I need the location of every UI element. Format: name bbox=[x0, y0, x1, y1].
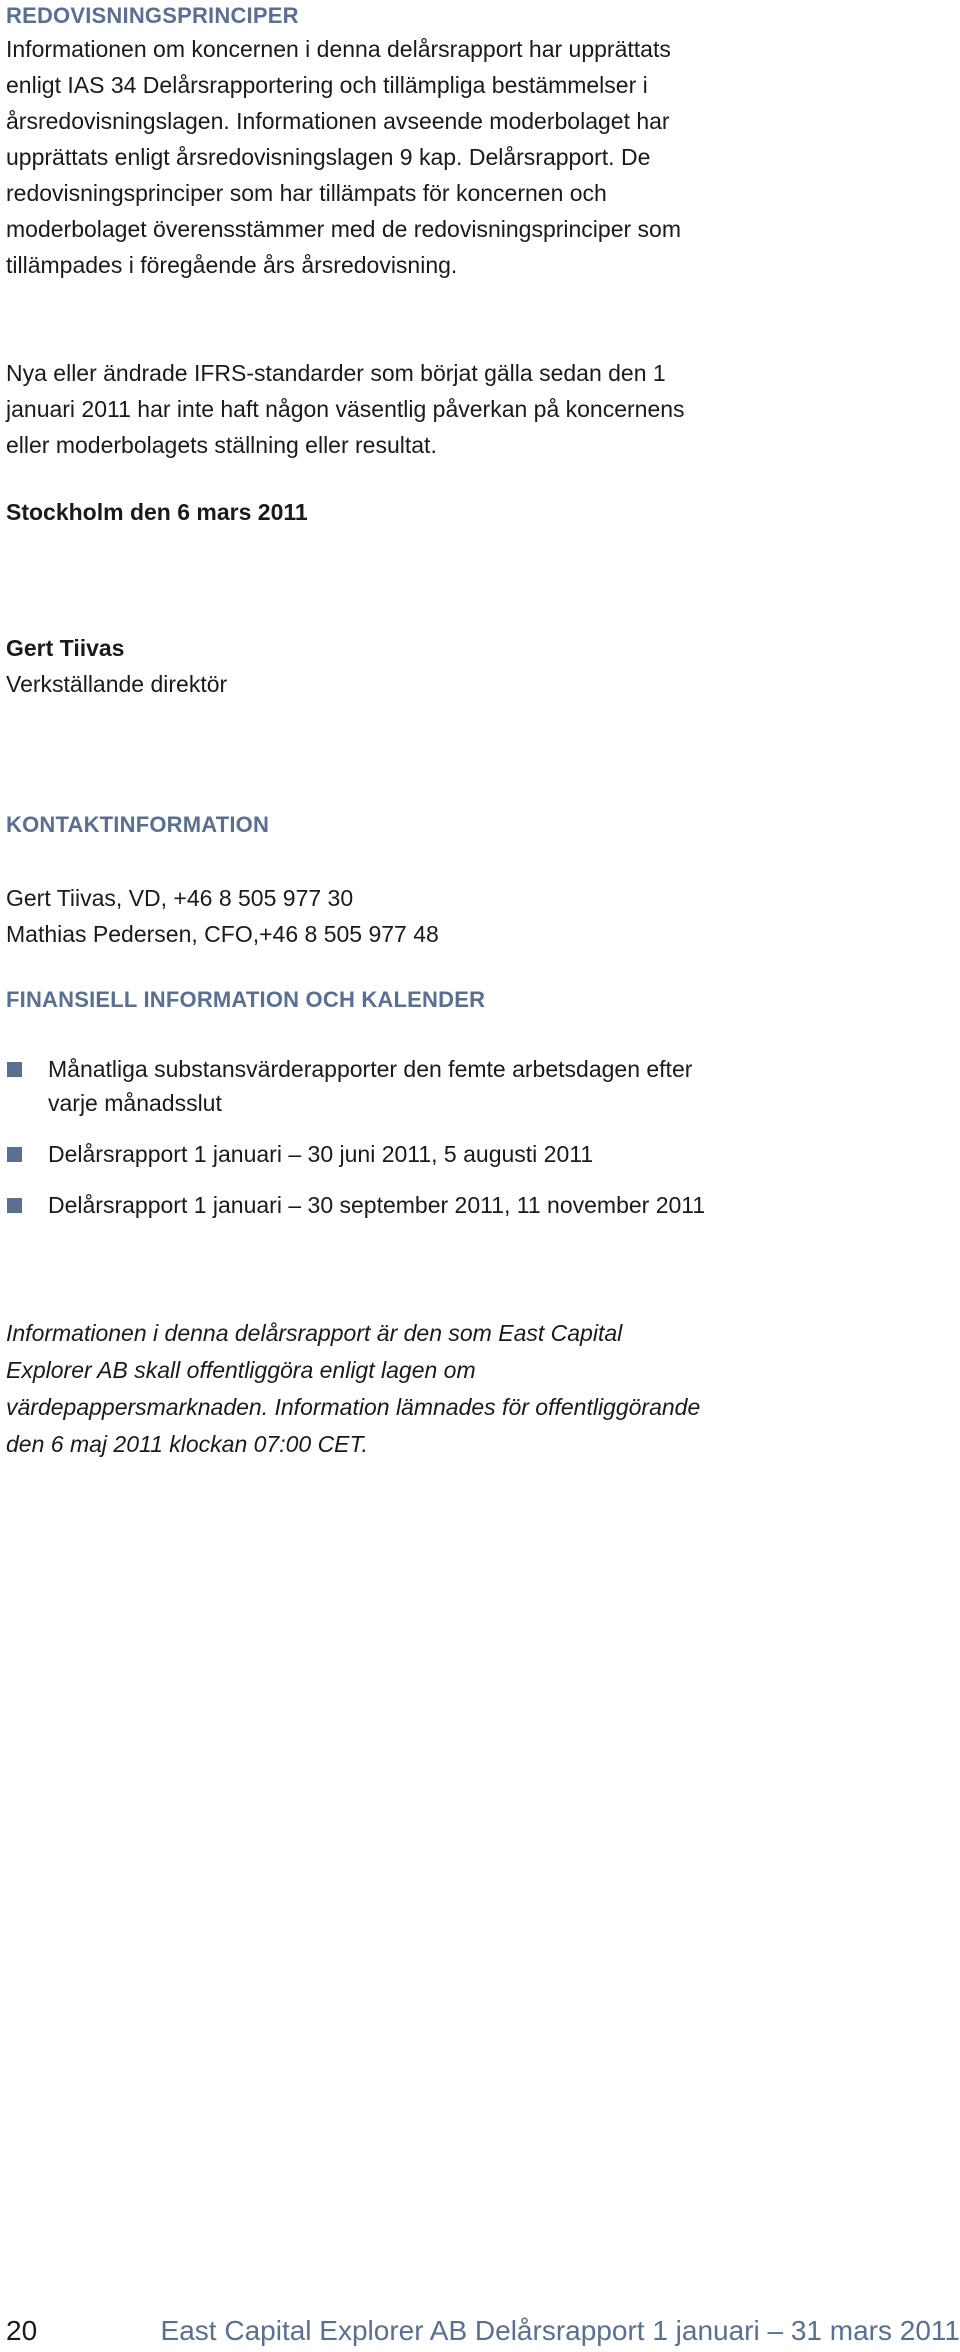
square-bullet-icon bbox=[7, 1147, 22, 1162]
contact-list bbox=[6, 880, 439, 952]
disclosure-note: Informationen i denna delårsrapport är den som East Capital Explorer AB skall offentliggöra enligt lagen om värdepappersmarknaden. Information lämnades för offentliggörande den 6 maj 2011 klockan 07:00 CET. bbox=[6, 1320, 701, 1457]
contact-line: Gert Tiivas, VD, +46 8 505 977 30 bbox=[6, 885, 354, 911]
signer-title: Verkställande direktör bbox=[6, 671, 228, 697]
section-redovisningsprinciper bbox=[6, 0, 726, 283]
square-bullet-icon bbox=[7, 1198, 22, 1213]
section-heading: REDOVISNINGSPRINCIPER bbox=[6, 3, 299, 28]
footer-title: East Capital Explorer AB Delårsrapport 1 januari – 31 mars 2011 bbox=[160, 2315, 960, 2346]
page-number: 20 bbox=[6, 2315, 38, 2346]
signer-name: Gert Tiivas bbox=[6, 635, 125, 661]
financial-calendar-list bbox=[6, 1052, 726, 1239]
square-bullet-icon bbox=[7, 1062, 22, 1077]
list-item bbox=[6, 1052, 726, 1120]
list-item bbox=[6, 1137, 726, 1171]
page-footer bbox=[0, 2310, 960, 2352]
place-date: Stockholm den 6 mars 2011 bbox=[6, 499, 308, 525]
contact-heading: KONTAKTINFORMATION bbox=[6, 812, 270, 837]
list-item-text: Delårsrapport 1 januari – 30 juni 2011, 5 augusti 2011 bbox=[48, 1141, 594, 1167]
list-item-text: Delårsrapport 1 januari – 30 september 2011, 11 november 2011 bbox=[48, 1192, 706, 1218]
financial-calendar-heading: FINANSIELL INFORMATION OCH KALENDER bbox=[6, 987, 486, 1012]
body-paragraph: Informationen om koncernen i denna delårsrapport har upprättats enligt IAS 34 Delårsrapportering och tillämpliga bestämmelser i årsredovisningslagen. Informationen avseende moderbolaget har upprättats enligt årsredovisningslagen 9 kap. Delårsrapport. De redovisningsprinciper som har tillämpats för koncernen och moderbolaget överensstämmer med de redovisningsprinciper som tillämpades i föregående års årsredovisning. bbox=[6, 36, 681, 278]
contact-line: Mathias Pedersen, CFO,+46 8 505 977 48 bbox=[6, 921, 439, 947]
ifrs-paragraph: Nya eller ändrade IFRS-standarder som börjat gälla sedan den 1 januari 2011 har inte haft någon väsentlig påverkan på koncernens eller moderbolagets ställning eller resultat. bbox=[6, 360, 685, 458]
list-item-text: Månatliga substansvärderapporter den femte arbetsdagen efter varje månadsslut bbox=[48, 1056, 693, 1116]
list-item bbox=[6, 1188, 726, 1222]
